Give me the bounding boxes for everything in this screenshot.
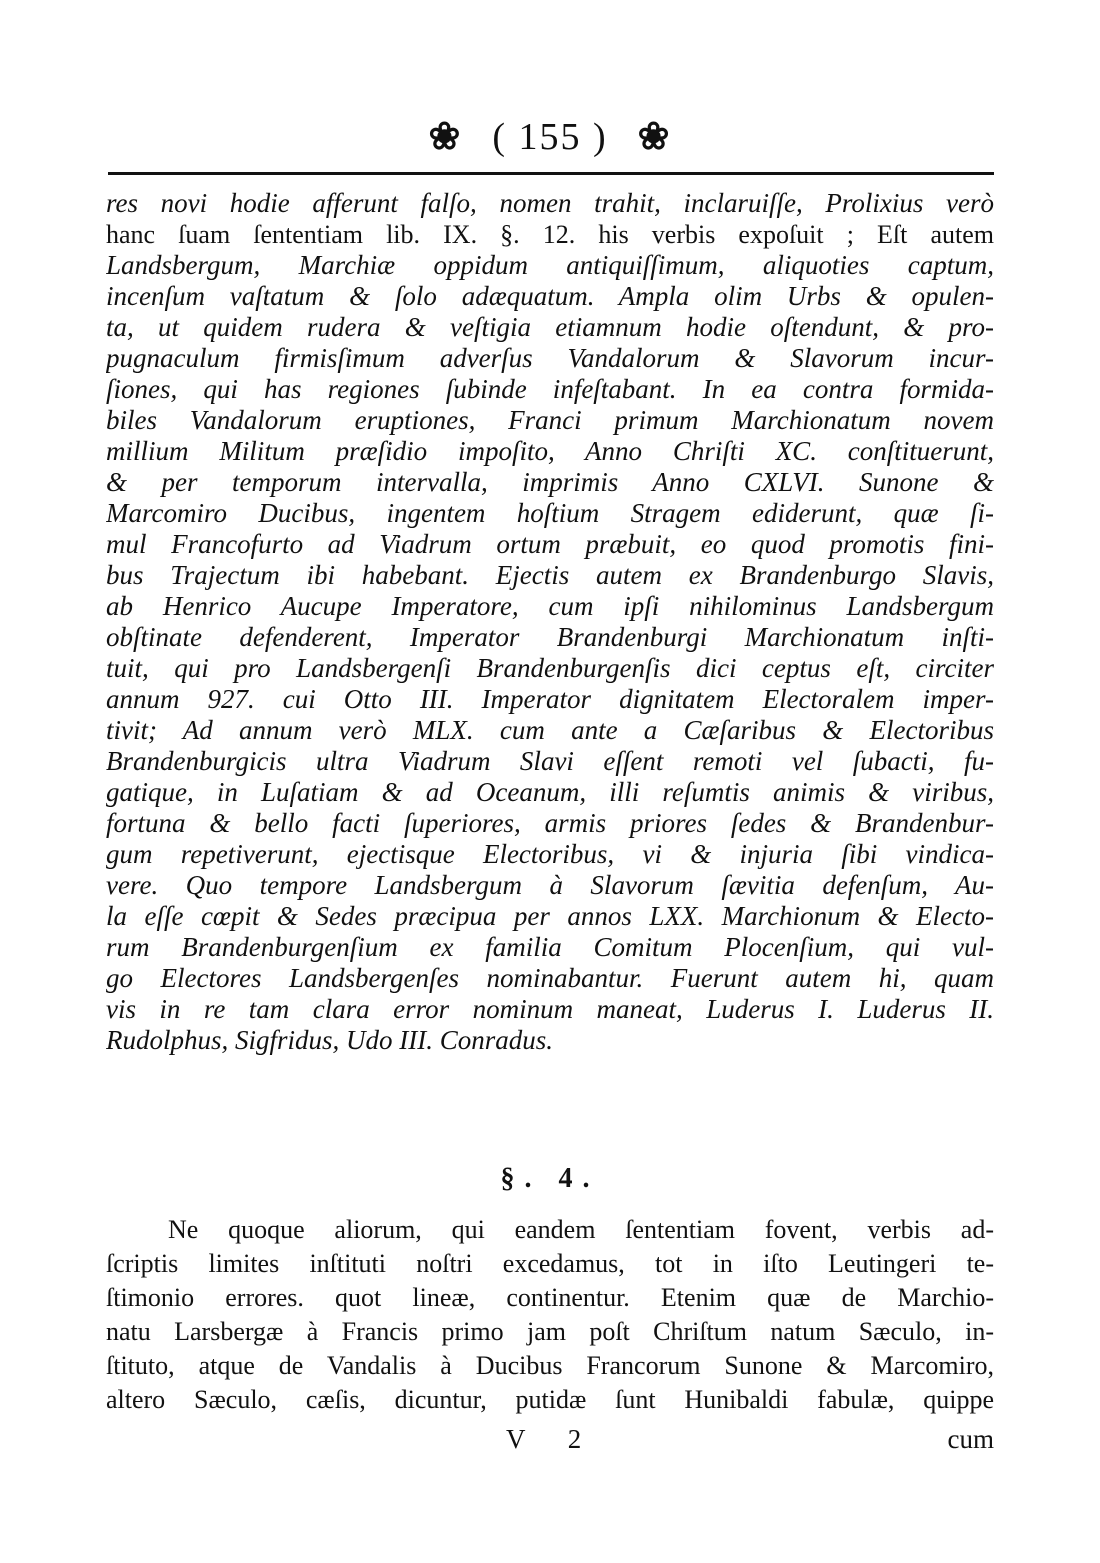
text-line: rum Brandenburgenſium ex familia Comitum Plocenſium, qui vul-	[106, 932, 994, 962]
text-line: Marcomiro Ducibus, ingentem hoſtium Stragem ediderunt, quæ ſi-	[106, 498, 994, 528]
text-line: annum 927. cui Otto III. Imperator dignitatem Electoralem imper-	[106, 684, 994, 714]
running-head	[0, 112, 1100, 159]
text-line: altero Sæculo, cæſis, dicuntur, putidæ ſunt Hunibaldi fabulæ, quippe	[106, 1385, 994, 1414]
text-line: tivit; Ad annum verò MLX. cum ante a Cæſaribus & Electoribus	[106, 715, 994, 745]
text-line: ſtimonio errores. quot lineæ, continentur. Etenim quæ de Marchio-	[106, 1283, 994, 1312]
header-rule	[108, 172, 994, 175]
text-line: ta, ut quidem rudera & veſtigia etiamnum hodie oſtendunt, & pro-	[106, 312, 994, 342]
text-line: vis in re tam clara error nominum maneat, Luderus I. Luderus II.	[106, 994, 994, 1024]
text-line: hanc ſuam ſententiam lib. IX. §. 12. his verbis expoſuit ; Eſt autem	[106, 220, 994, 249]
text-line: ſcriptis limites inſtituti noſtri excedamus, tot in iſto Leutingeri te-	[106, 1249, 994, 1278]
text-line: & per temporum intervalla, imprimis Anno CXLVI. Sunone &	[106, 467, 994, 497]
text-line: Rudolphus, Sigfridus, Udo III. Conradus.	[106, 1025, 554, 1055]
text-line: bus Trajectum ibi habebant. Ejectis autem ex Brandenburgo Slavis,	[106, 560, 994, 590]
text-line: pugnaculum firmisſimum adverſus Vandalorum & Slavorum incur-	[106, 343, 994, 373]
text-line: obſtinate defenderent, Imperator Brandenburgi Marchionatum inſti-	[106, 622, 994, 652]
text-line: ſiones, qui has regiones ſubinde infeſtabant. In ea contra formida-	[106, 374, 994, 404]
signature-mark: V 2	[506, 1424, 600, 1454]
text-line: gum repetiverunt, ejectisque Electoribus, vi & injuria ſibi vindica-	[106, 839, 994, 869]
right-ornament-icon: ❀	[637, 116, 672, 158]
text-line: mul Francofurto ad Viadrum ortum præbuit, eo quod promotis fini-	[106, 529, 994, 559]
text-line: incenſum vaſtatum & ſolo adæquatum. Ampla olim Urbs & opulen-	[106, 281, 994, 311]
text-line: ab Henrico Aucupe Imperatore, cum ipſi nihilominus Landsbergum	[106, 591, 994, 621]
text-line: Landsbergum, Marchiæ oppidum antiquiſſimum, aliquoties captum,	[106, 250, 994, 280]
text-line: gatique, in Luſatiam & ad Oceanum, illi reſumtis animis & viribus,	[106, 777, 994, 807]
section-heading: §. 4.	[500, 1163, 600, 1194]
text-line: la eſſe cœpit & Sedes præcipua per annos LXX. Marchionum & Electo-	[106, 901, 994, 931]
text-line: Ne quoque aliorum, qui eandem ſententiam fovent, verbis ad-	[168, 1215, 994, 1244]
text-line: natu Larsbergæ à Francis primo jam poſt Chriſtum natum Sæculo, in-	[106, 1317, 994, 1346]
text-line: millium Militum præſidio impoſito, Anno Chriſti XC. conſtituerunt,	[106, 436, 994, 466]
text-line: vere. Quo tempore Landsbergum à Slavorum ſævitia defenſum, Au-	[106, 870, 994, 900]
text-line: res novi hodie afferunt falſo, nomen trahit, inclaruiſſe, Prolixius verò	[106, 188, 994, 218]
text-line: Brandenburgicis ultra Viadrum Slavi eſſent remoti vel ſubacti, fu-	[106, 746, 994, 776]
catchword: cum	[947, 1424, 994, 1454]
text-line: biles Vandalorum eruptiones, Franci primum Marchionatum novem	[106, 405, 994, 435]
left-ornament-icon: ❀	[428, 116, 463, 158]
text-line: go Electores Landsbergenſes nominabantur. Fuerunt autem hi, quam	[106, 963, 994, 993]
text-line: ſtituto, atque de Vandalis à Ducibus Francorum Sunone & Marcomiro,	[106, 1351, 994, 1380]
page-footer	[106, 1424, 994, 1458]
page-number: ( 155 )	[492, 116, 608, 158]
text-line: fortuna & bello facti ſuperiores, armis priores ſedes & Brandenbur-	[106, 808, 994, 838]
text-line: tuit, qui pro Landsbergenſi Brandenburgenſis dici ceptus eſt, circiter	[106, 653, 994, 683]
